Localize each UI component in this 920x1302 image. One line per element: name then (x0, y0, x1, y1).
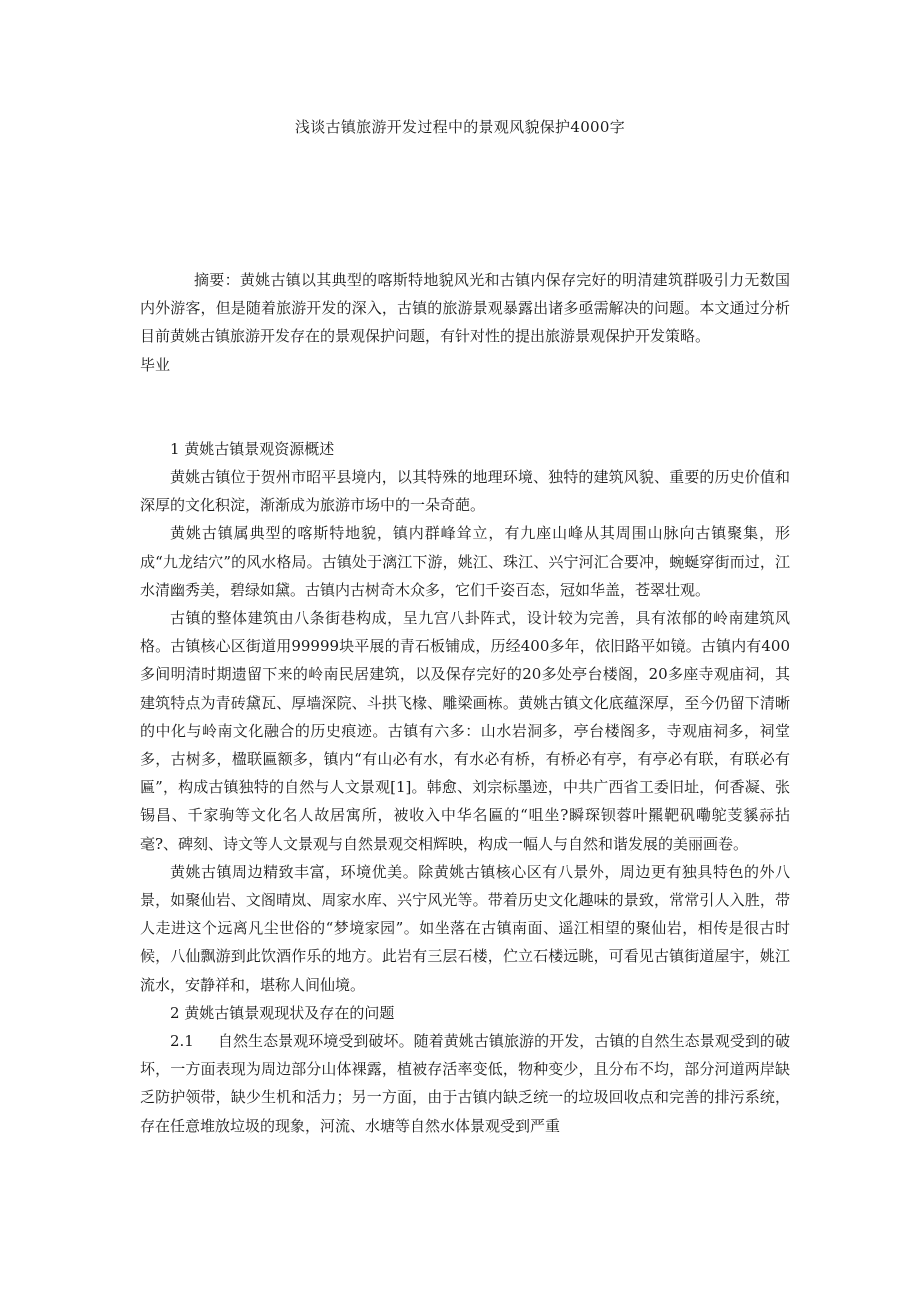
section-2-heading: 2 黄姚古镇景观现状及存在的问题 (170, 1003, 395, 1022)
section-1-paragraph-2: 黄姚古镇属典型的喀斯特地貌，镇内群峰耸立，有九座山峰从其周围山脉向古镇聚集，形成“九龙结穴”的风水格局。古镇处于漓江下游，姚江、珠江、兴宁河汇合要冲，蜿蜒穿街而过，江水清幽秀美，碧绿如黛。古镇内古树奇木众多，它们千姿百态，冠如华盖，苍翠壮观。 (140, 524, 790, 599)
section-2-1-text: 自然生态景观环境受到破坏。随着黄姚古镇旅游的开发，古镇的自然生态景观受到的破坏，一方面表现为周边部分山体裸露，植被存活率变低，物种变少，且分布不均，部分河道两岸缺乏防护领带，缺少生机和活力；另一方面，由于古镇内缺乏统一的垃圾回收点和完善的排污系统，存在任意堆放垃圾的现象，河流、水塘等自然水体景观受到严重 (140, 1032, 790, 1135)
document-title: 浅谈古镇旅游开发过程中的景观风貌保护4000字 (294, 118, 626, 136)
section-gap (140, 379, 790, 435)
note-text: 毕业 (140, 355, 171, 374)
section-1-paragraph-3: 古镇的整体建筑由八条街巷构成，呈九宫八卦阵式，设计较为完善，具有浓郁的岭南建筑风格。古镇核心区街道用99999块平展的青石板铺成，历经400多年，依旧路平如镜。古镇内有400多间明清时期遗留下来的岭南民居建筑，以及保存完好的20多处亭台楼阁，20多座寺观庙祠，其建筑特点为青砖黛瓦、厚墙深院、斗拱飞椽、雕梁画栋。黄姚古镇文化底蕴深厚，至今仍留下清晰的中化与岭南文化融合的历史痕迹。古镇有六多：山水岩洞多，亭台楼阁多，寺观庙祠多，祠堂多，古树多，楹联匾额多，镇内“有山必有水，有水必有桥，有桥必有亭，有亭必有联，有联必有匾”，构成古镇独特的自然与人文景观[1]。韩愈、刘宗标墨迹，中共广西省工委旧址，何香凝、张锡昌、千家驹等文化名人故居寓所，被收入中华名匾的“咀坐?瞬琛钡蓉叶羆靶矾嘞鸵芰貕祘拈毫?、碑刻、诗文等人文景观与自然景观交相辉映，构成一幅人与自然和谐发展的美丽画卷。 (140, 609, 790, 853)
section-1-paragraph-1: 黄姚古镇位于贺州市昭平县境内，以其特殊的地理环境、独特的建筑风貌、重要的历史价值和深厚的文化积淀，渐渐成为旅游市场中的一朵奇葩。 (140, 468, 790, 515)
section-2-1-number: 2.1 (170, 1032, 194, 1051)
abstract-paragraph: 摘要：黄姚古镇以其典型的喀斯特地貌风光和古镇内保存完好的明清建筑群吸引力无数国内外游客，但是随着旅游开发的深入，古镇的旅游景观暴露出诸多亟需解决的问题。本文通过分析目前黄姚古镇旅游开发存在的景观保护问题，有针对性的提出旅游景观保护开发策略。 (140, 271, 790, 346)
document-body (140, 266, 790, 1140)
section-1-paragraph-4: 黄姚古镇周边精致丰富，环境优美。除黄姚古镇核心区有八景外，周边更有独具特色的外八景，如聚仙岩、文阁晴岚、周家水库、兴宁风光等。带着历史文化趣味的景致，常常引人入胜，带人走进这个远离凡尘世俗的“梦境家园”。如坐落在古镇南面、遥江相望的聚仙岩，相传是很古时候，八仙飘游到此饮酒作乐的地方。此岩有三层石楼，伫立石楼远眺，可看见古镇街道屋宇，姚江流水，安静祥和，堪称人间仙境。 (140, 862, 790, 994)
section-2-1-paragraph (140, 1027, 790, 1140)
section-1-heading: 1 黄姚古镇景观资源概述 (170, 439, 335, 458)
